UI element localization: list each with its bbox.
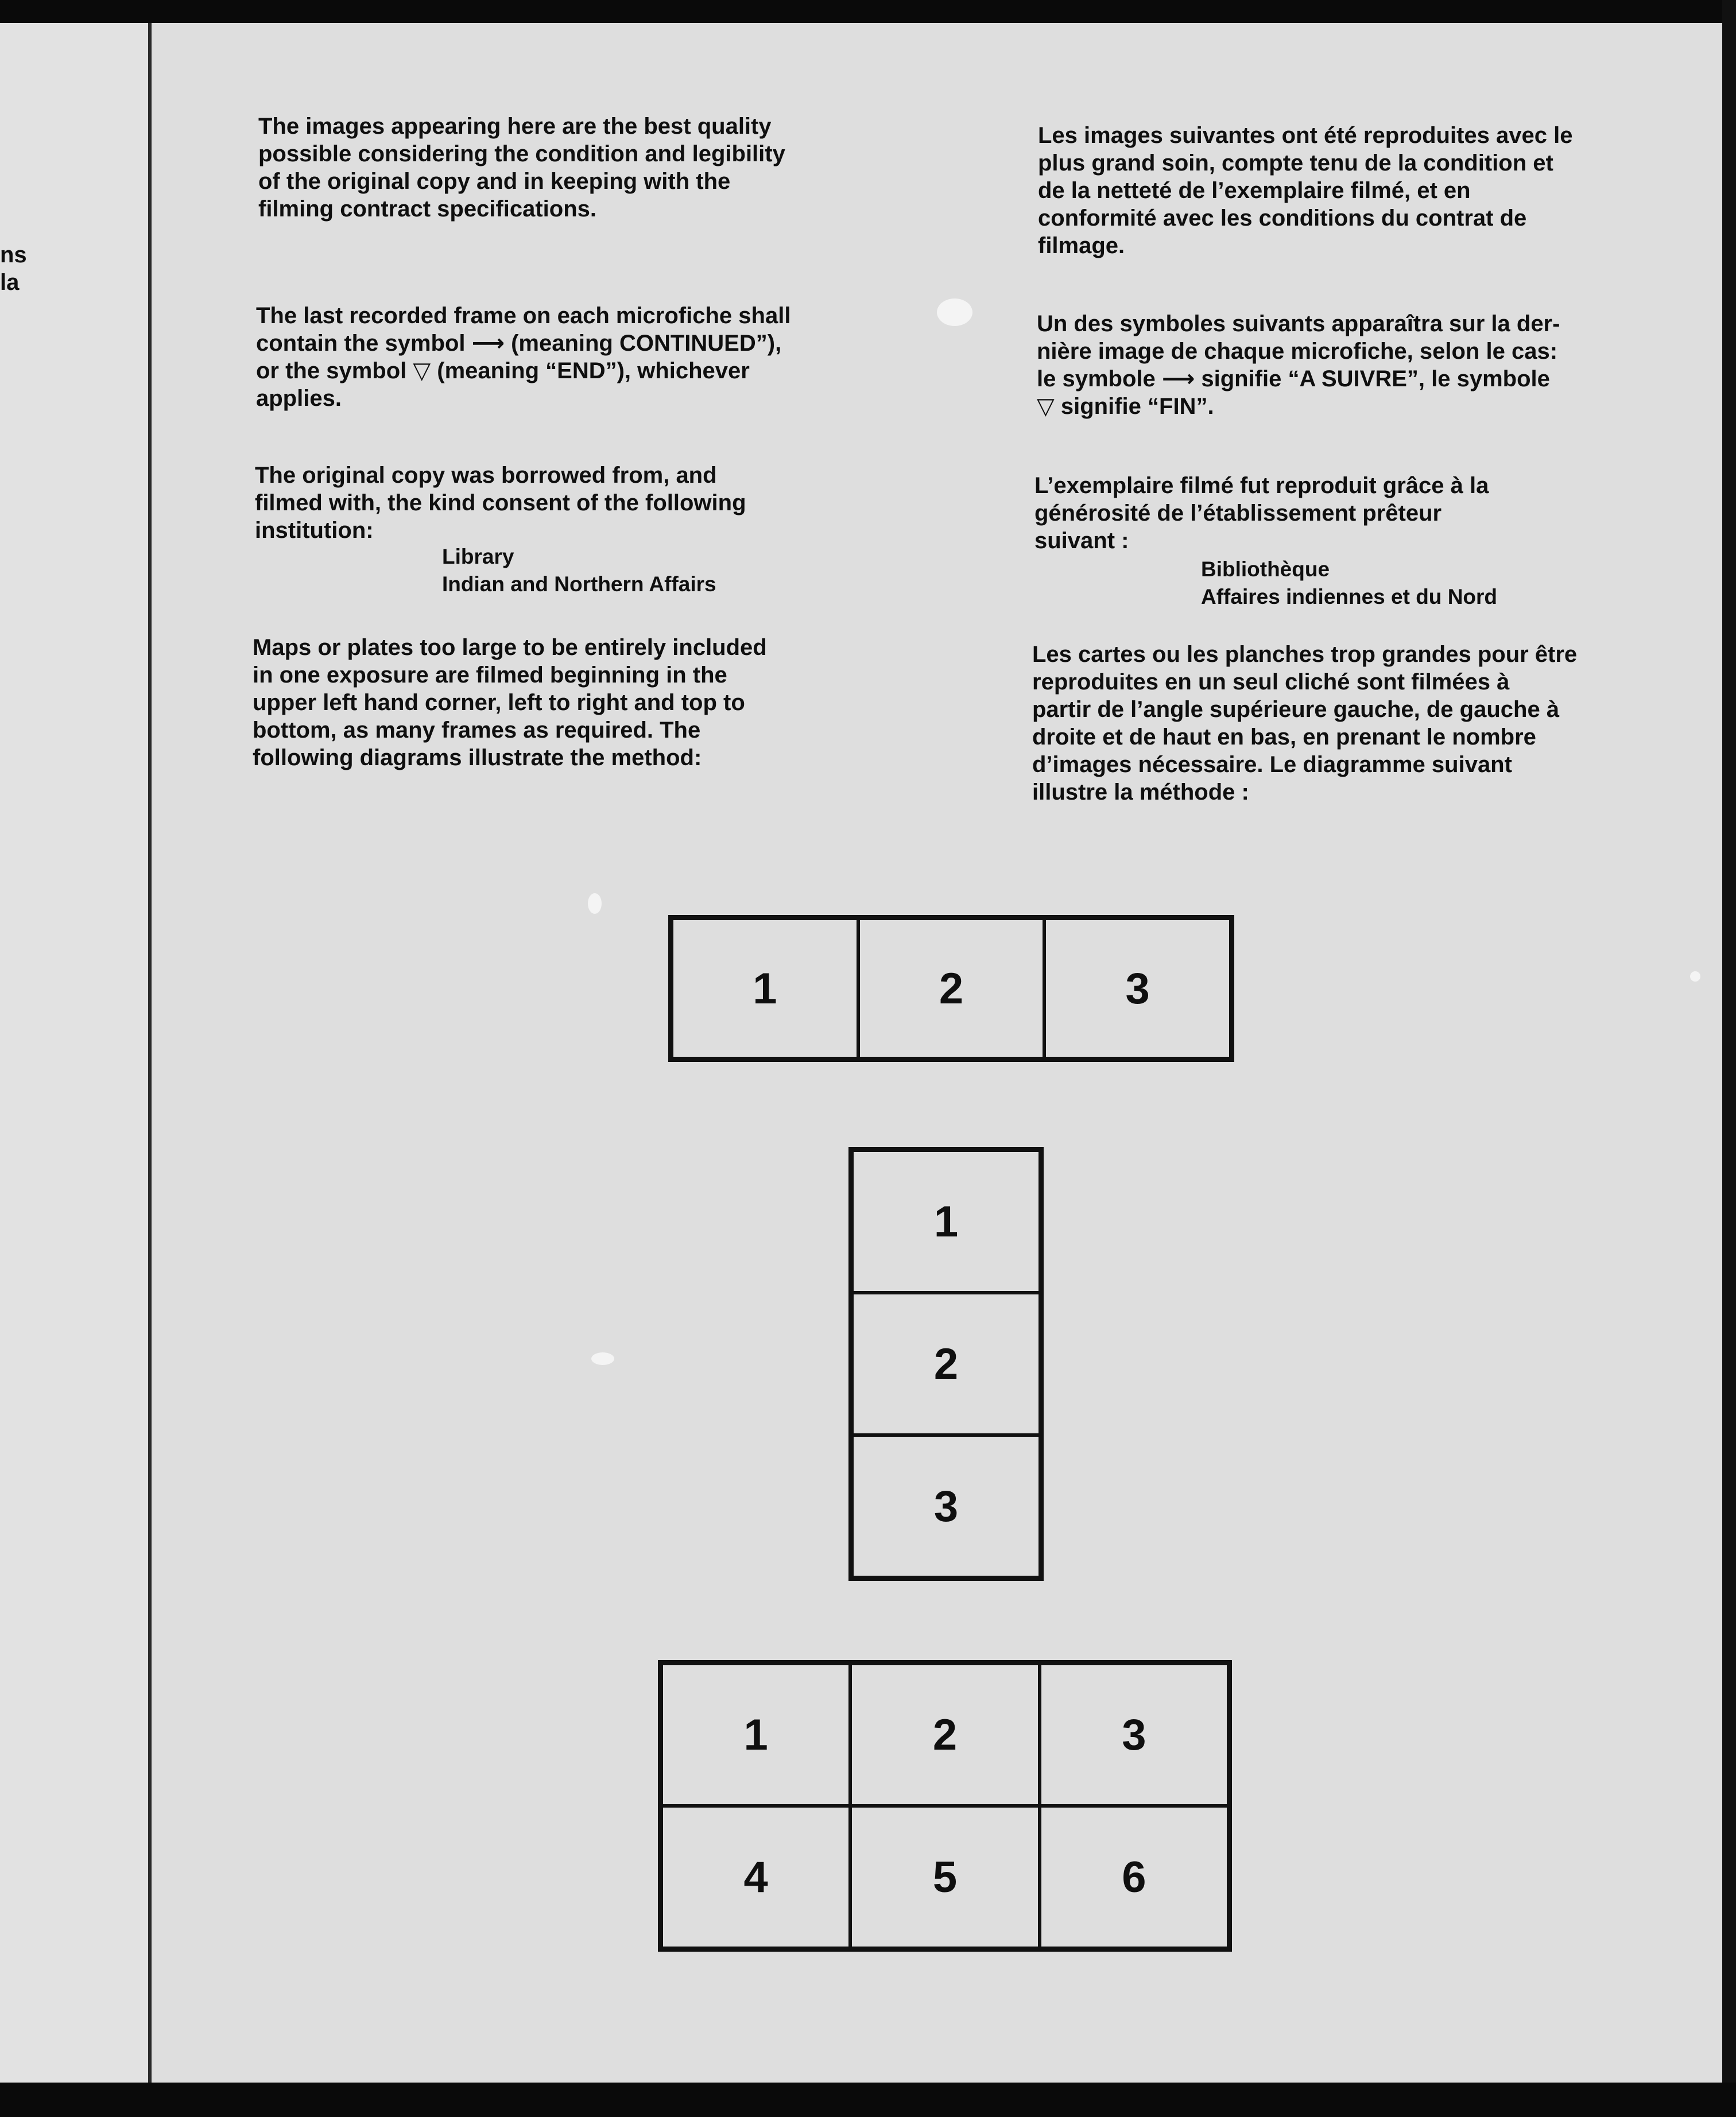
microfiche-target-sheet xyxy=(152,23,1722,2083)
dust-speck xyxy=(937,298,972,326)
frame-cell: 3 xyxy=(1044,918,1231,1058)
french-quality-paragraph: Les images suivantes ont été reproduites avec le plus grand soin, compte tenu de la condition et de la netteté de l’exemplaire filmé, et en conformité avec les conditions du contrat de filmage. xyxy=(1038,123,1573,258)
frame-cell: 2 xyxy=(858,918,1045,1058)
english-symbol-paragraph: The last recorded frame on each microfiche shall contain the symbol ⟶ (meaning CONTINUED”), or the symbol ▽ (meaning “END”), whichever applies. xyxy=(256,303,791,411)
french-institution-name: Bibliothèque Affaires indiennes et du Nord xyxy=(1201,557,1498,608)
previous-frame-text-fragment: ns la xyxy=(0,242,27,295)
film-top-border xyxy=(0,0,1736,23)
french-institution-paragraph: L’exemplaire filmé fut reproduit grâce à la générosité de l’établissement prêteur suivant : xyxy=(1034,473,1489,553)
frame-cell: 1 xyxy=(672,918,858,1058)
frame-cell: 1 xyxy=(661,1664,850,1806)
dust-speck xyxy=(591,1352,614,1365)
english-institution-paragraph: The original copy was borrowed from, and filmed with, the kind consent of the following institution: xyxy=(255,463,746,543)
frame-cell: 1 xyxy=(852,1150,1040,1293)
dust-speck xyxy=(1690,971,1700,982)
frame-cell: 2 xyxy=(852,1293,1040,1435)
film-bottom-border xyxy=(0,2083,1736,2117)
english-institution-name: Library Indian and Northern Affairs xyxy=(442,545,716,596)
frame-cell: 3 xyxy=(852,1435,1040,1577)
diagram-vertical-frames xyxy=(848,1147,1044,1581)
previous-frame-strip xyxy=(0,23,148,2083)
frame-cell: 3 xyxy=(1040,1664,1229,1806)
dust-speck xyxy=(588,893,602,914)
frame-cell: 6 xyxy=(1040,1806,1229,1948)
english-maps-paragraph: Maps or plates too large to be entirely included in one exposure are filmed beginning in the upper left hand corner, left to right and top to bottom, as many frames as required. The following diagrams illustrate the method: xyxy=(253,635,767,770)
frame-cell: 4 xyxy=(661,1806,850,1948)
french-symbol-paragraph: Un des symboles suivants apparaîtra sur la der- nière image de chaque microfiche, selon le cas: le symbole ⟶ signifie “A SUIVRE”, le symbole ▽ signifie “FIN”. xyxy=(1037,311,1560,419)
diagram-horizontal-frames xyxy=(668,915,1234,1062)
frame-cell: 5 xyxy=(850,1806,1039,1948)
frame-cell: 2 xyxy=(850,1664,1039,1806)
film-right-border xyxy=(1722,0,1736,2117)
french-maps-paragraph: Les cartes ou les planches trop grandes pour être reproduites en un seul cliché sont filmées à partir de l’angle supérieure gauche, de gauche à droite et de haut en bas, en prenant le nombre d’images nécessaire. Le diagramme suivant illustre la méthode : xyxy=(1032,642,1578,805)
diagram-grid-frames xyxy=(658,1660,1232,1952)
english-quality-paragraph: The images appearing here are the best quality possible considering the condition and legibility of the original copy and in keeping with the filming contract specifications. xyxy=(258,114,785,222)
